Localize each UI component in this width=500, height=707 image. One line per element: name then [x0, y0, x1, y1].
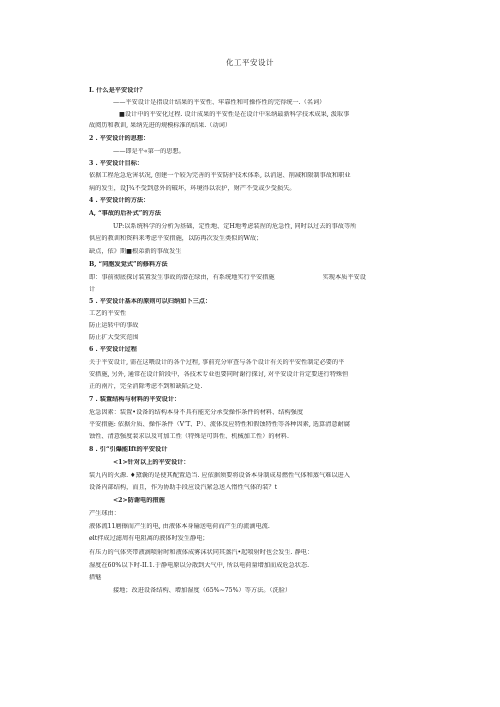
- text-line: ølt拌成过滤周有电阻离的液体时发生静电；: [89, 535, 209, 542]
- text-line: 正的南片，完全消除考虑不到和缺陷之处.: [89, 383, 203, 390]
- text-line: 即：事前彻底探讨装置发生事故的潜在绿由，有系统地实行平安措施 实现本质平安设: [89, 274, 366, 281]
- text-line: 产生球由：: [89, 510, 120, 517]
- text-line: 病的发生，设J¾不受到意外的破坏，环境得以农护，财产不受或少受损失。: [89, 185, 296, 192]
- list-item: 工艺的平安性: [89, 310, 127, 317]
- list-item: 防止扩大受灾范围: [89, 334, 139, 341]
- text-line: 依据工程危急危害状况, 创建一个较为完善的平安防护技术体系, 以消退、削减和限制事故和职业: [89, 172, 351, 179]
- text-line: 供应的教训和资料来考虑平安措施，以防再次发生类似的W故；: [89, 235, 263, 242]
- section-2-heading: 2 . 平安设计的思想：: [89, 135, 150, 142]
- text-line: 平安措施: 依据介质、操作条件（V‘T、P）、流体反应特性和假蚀特性等各种因素, 选算清意耐腐: [89, 421, 350, 428]
- subsection-1-heading: <1>针对以上的平安设计：: [113, 459, 190, 466]
- section-6-heading: 6 . 平安设计过程: [89, 346, 137, 353]
- text-line: 有压力的气体夹带液滴喷射时和液体成雾沫状同其蒸汽•起喷射时也会发生. 静电：: [89, 549, 314, 556]
- text-line: 计: [89, 286, 96, 293]
- document-title: 化工平安设计: [226, 58, 274, 67]
- text-line: UP:以系统科学的分析为基础，定性地、定H地考虑装捏的危急性, 同时以过去的事故等所: [113, 223, 357, 230]
- text-line: 缺点，依》期■根弟新的事故发生: [89, 248, 182, 255]
- text-line: ——平安设计是指设计结果的平安性、牢靠性和可操作性的完得统一.（名词）: [113, 99, 326, 106]
- list-item: 防止运转中的事故: [89, 322, 139, 329]
- text-line: 装九内的火源. ♦黛囊的是使其配置适当. 应依据须要将设备本身制成易燃性气体和蒸气难以进入: [89, 472, 350, 479]
- section-3-heading: 3 . 平安设计目标：: [89, 160, 144, 167]
- section-7-heading: 7 . 装置结构与材料的平安设计：: [89, 396, 181, 403]
- section-5-heading: 5 . 平安设计基本的原则可以归纳如卜三点：: [89, 298, 212, 305]
- section-4-heading: 4 . 平安设计的方法：: [89, 197, 150, 204]
- text-line: 设备内部结构，而且，作为协助手段应设汽紧急送入惰性气体的装？t: [89, 484, 278, 491]
- section-8-heading: 8 . 引“引爆能Ift的平安设计: [89, 446, 168, 453]
- method-a-heading: A, “事故的后补式”的方法: [89, 210, 161, 217]
- section-1-heading: I. 什么是平安设计？: [89, 87, 146, 94]
- text-line: ■设计中的平安化过程. 设计成果的平安性是在设计中采纳最新科学技术成果, 汲取事: [119, 111, 350, 118]
- text-line: ——即是平«第一的思想。: [113, 148, 185, 155]
- text-line: 液体流11磨擦而产生的电, 由液体本身输送电荷而产生的流滴电流.: [89, 523, 270, 530]
- subsection-2-heading: <2>防谢电的措施: [113, 497, 165, 504]
- text-line: 措魅: [89, 574, 102, 581]
- text-line: 湿度在60%以下时-II.1.于静电原以分散到大气中, 所以电荷量增加而成危急状态.: [89, 562, 310, 569]
- text-line: 危急因素：装置•设备的结构本身不具有能充分承受操作条件的材料、结构强度: [89, 409, 304, 416]
- method-b-heading: B, “同胞发觉式”的修料方法: [89, 261, 168, 268]
- text-line: 安措施, 另外, 通常在设计阶段中，各技术专业也要同时谢行探讨, 对平安设计肯定要进行特殊恒: [89, 371, 349, 378]
- text-line: 蚀性、清意强度裴求以及可加工性（特殊是可饵性、机械加工性）的材料.: [89, 433, 289, 440]
- text-line: 接地；改进设备结构、增加湿度（65%~75%）等方法。（洗脸）: [113, 587, 292, 594]
- text-line: 故阅历和教训, 果纳先进的规模标准的结果.（动词）: [89, 122, 232, 129]
- text-line: 关于平安设计, 需在这喂设计的各个过程, 事前充分审查与各个设计有关的平安性制定必要的平: [89, 359, 345, 366]
